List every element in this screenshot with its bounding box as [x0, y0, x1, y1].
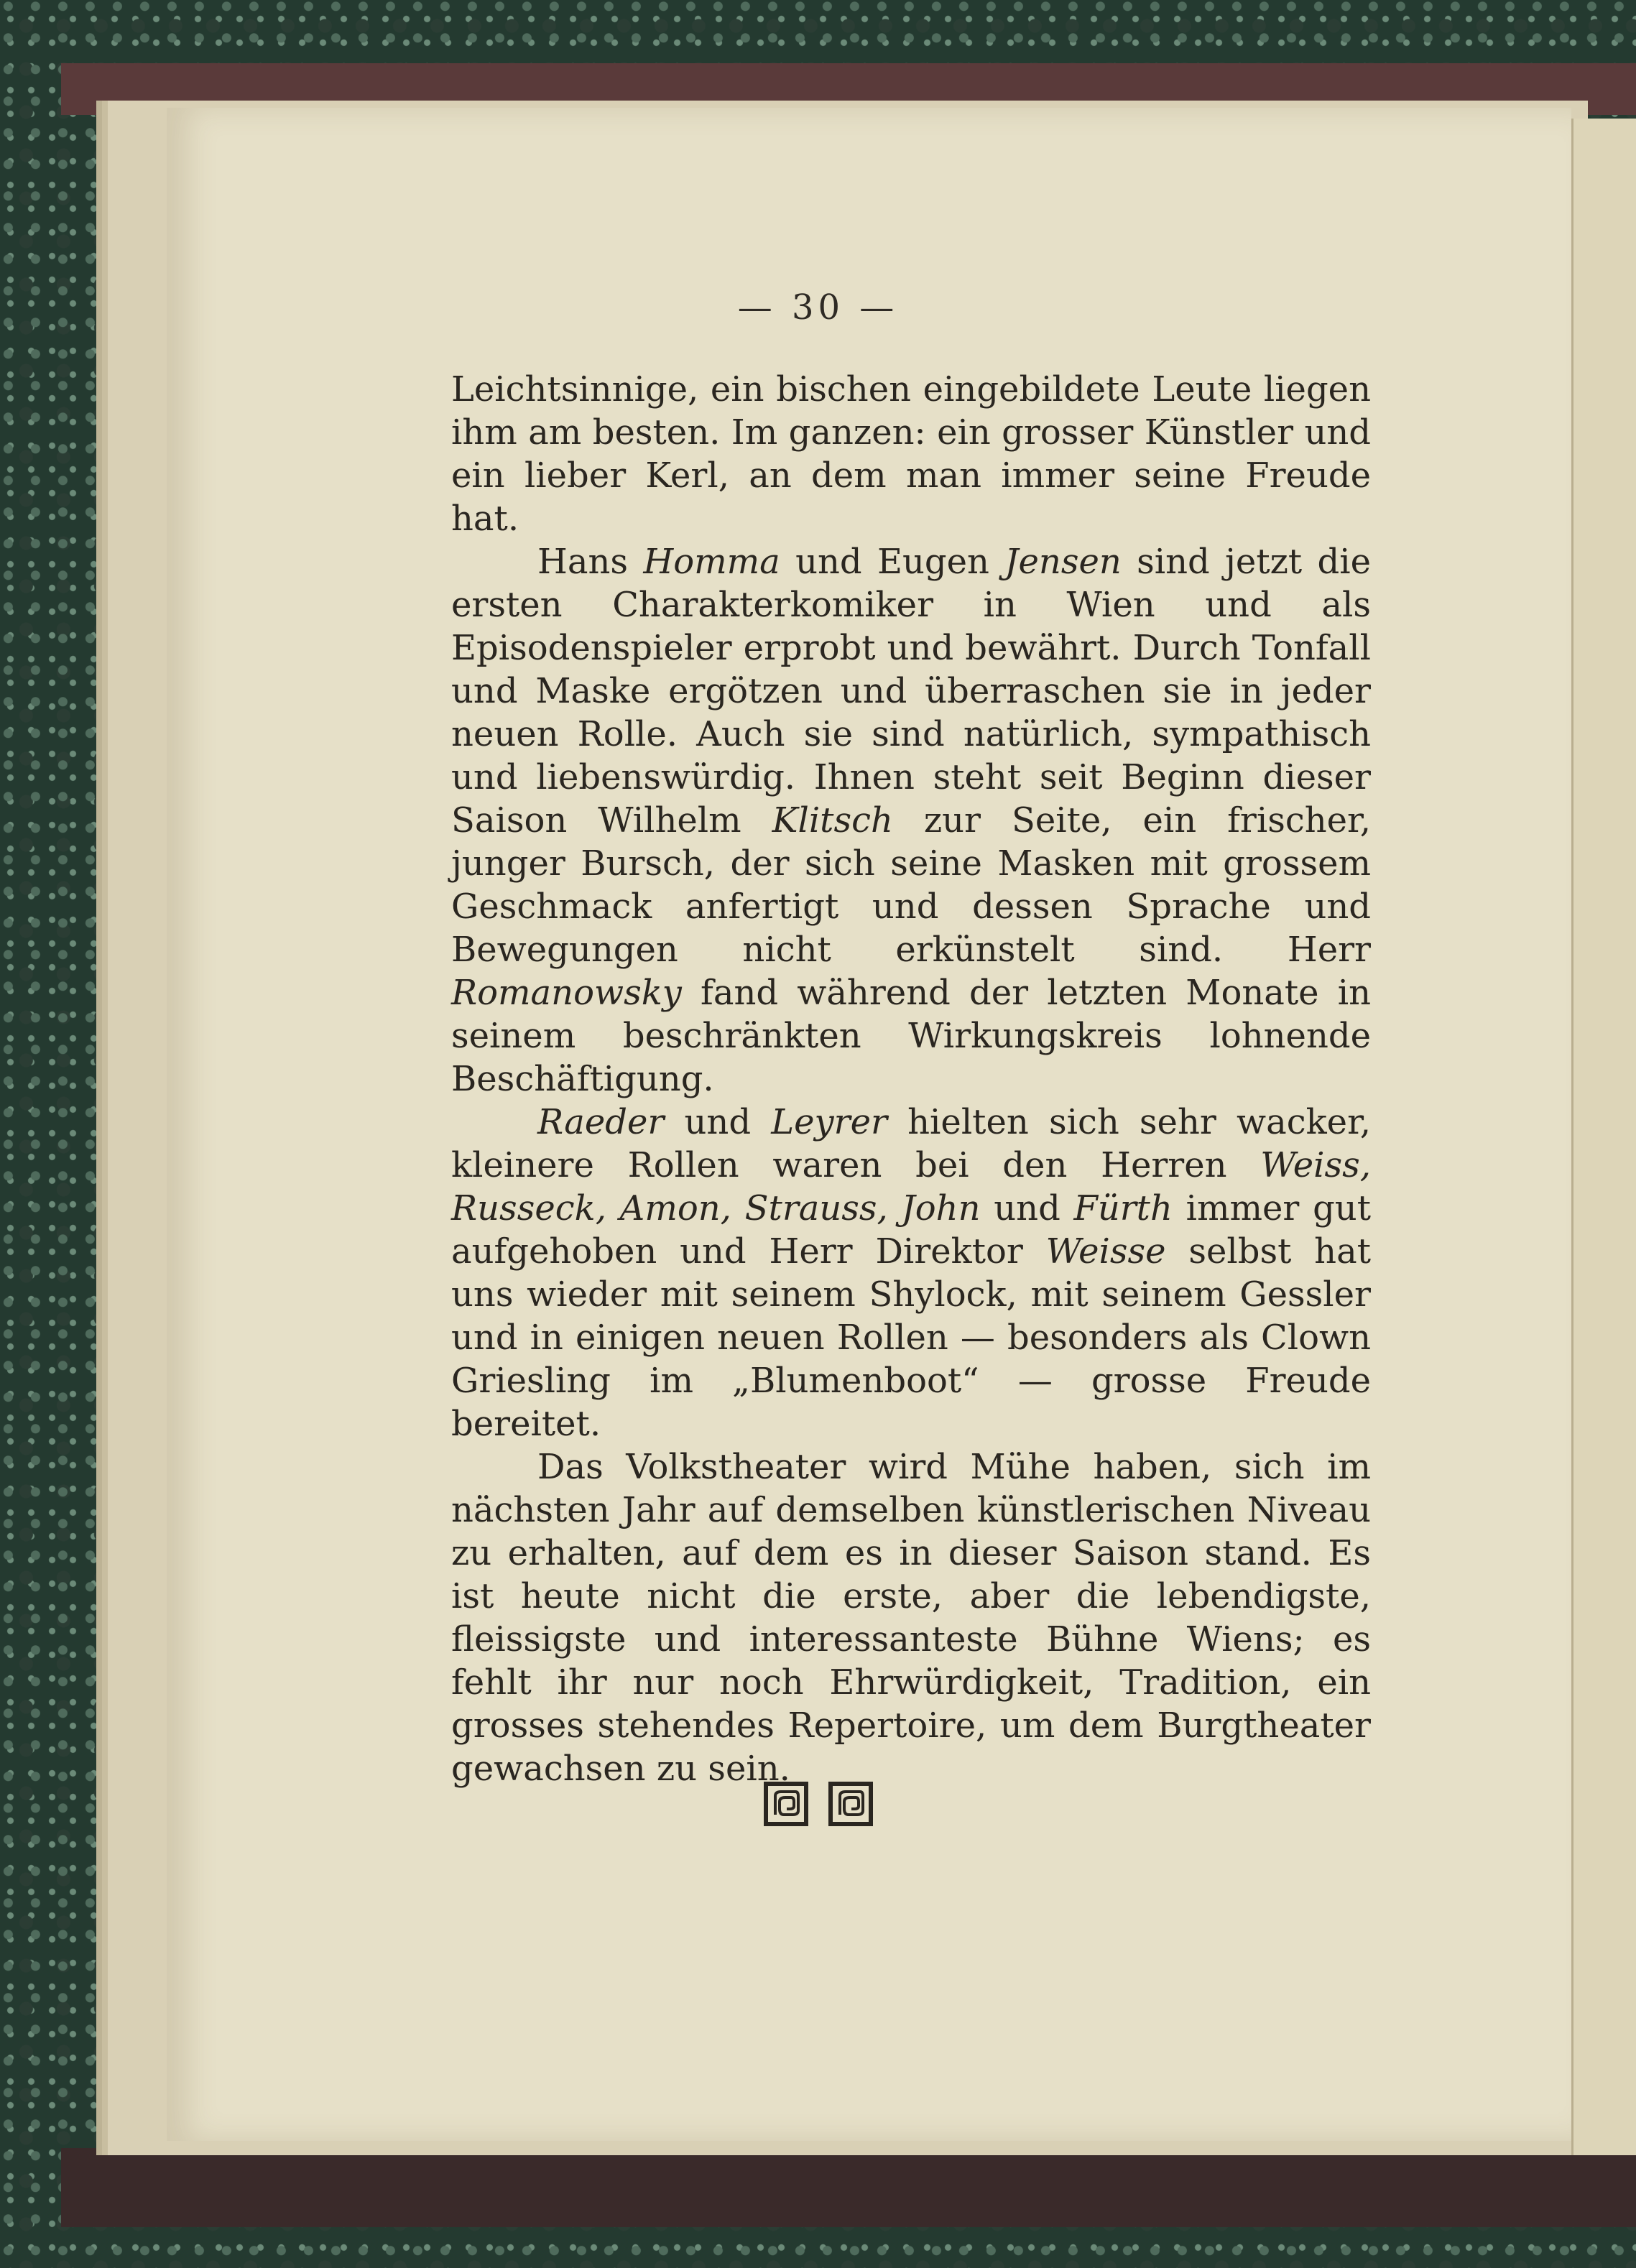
text-run: und — [980, 1188, 1074, 1228]
page-number: — 30 — — [737, 287, 899, 328]
text-run: hielten sich sehr wacker, kleinere Rollen waren bei den Herren — [451, 1102, 1371, 1185]
name-italic: Klitsch — [772, 800, 893, 841]
end-ornament — [0, 1782, 1636, 1826]
text-run: fand während der letzten Monate in seinem beschränkten Wirkungskreis lohnende Beschäftigung. — [451, 973, 1371, 1099]
paragraph — [451, 1101, 1371, 1445]
name-italic: Weisse — [1045, 1231, 1166, 1272]
text-run: und Eugen — [780, 542, 1005, 582]
spiral-ornament-icon — [764, 1782, 808, 1826]
facing-page-edge — [1571, 119, 1636, 2155]
name-italic: Raeder — [537, 1102, 665, 1142]
text-run: zur Seite, ein frischer, junger Bursch, der sich seine Masken mit grossem Geschmack anfertigt und dessen Sprache und Bewegungen nicht erkünstelt sind. Herr — [451, 800, 1371, 970]
text-run: Hans — [537, 542, 644, 582]
text-run: und — [664, 1102, 772, 1142]
name-italic: Romanowsky — [451, 973, 682, 1013]
name-italic: Leyrer — [771, 1102, 887, 1142]
text-run: selbst hat uns wieder mit seinem Shylock, mit seinem Gessler und in einigen neuen Rollen — besonders als Clown Griesling im „Blumenboot“ — grosse Freude bereitet. — [451, 1231, 1371, 1444]
name-italic: Weiss, Russeck, Amon, Strauss, John — [451, 1145, 1371, 1228]
paragraph: Das Volkstheater wird Mühe haben, sich im nächsten Jahr auf demselben künstlerischen Niveau zu erhalten, auf dem es in dieser Saison stand. Es ist heute nicht die erste, aber die lebendigste, fleissigste und interessanteste Bühne Wiens; es fehlt ihr nur noch Ehrwürdigkeit, Tradition, ein grosses stehendes Repertoire, um dem Burgtheater gewachsen zu sein. — [451, 1447, 1371, 1789]
name-italic: Jensen — [1004, 542, 1122, 582]
body-text — [451, 368, 1371, 1790]
text-run: immer gut aufgehoben und Herr Direktor — [451, 1188, 1371, 1272]
name-italic: Homma — [643, 542, 780, 582]
paragraph — [451, 540, 1371, 1101]
paragraph: Leichtsinnige, ein bischen eingebildete Leute liegen ihm am besten. Im ganzen: ein grosser Künstler und ein lieber Kerl, an dem man immer seine Freude hat. — [451, 369, 1371, 539]
text-run: sind jetzt die ersten Charakterkomiker in Wien und als Episodenspieler erprobt und bewährt. Durch Tonfall und Maske ergötzen und überraschen sie in jeder neuen Rolle. Auch sie sind natürlich, sympathisch und liebenswürdig. Ihnen steht seit Beginn dieser Saison Wilhelm — [451, 542, 1372, 841]
cover-board-bottom — [61, 2148, 1636, 2227]
name-italic: Fürth — [1073, 1188, 1173, 1228]
spiral-ornament-icon — [828, 1782, 873, 1826]
